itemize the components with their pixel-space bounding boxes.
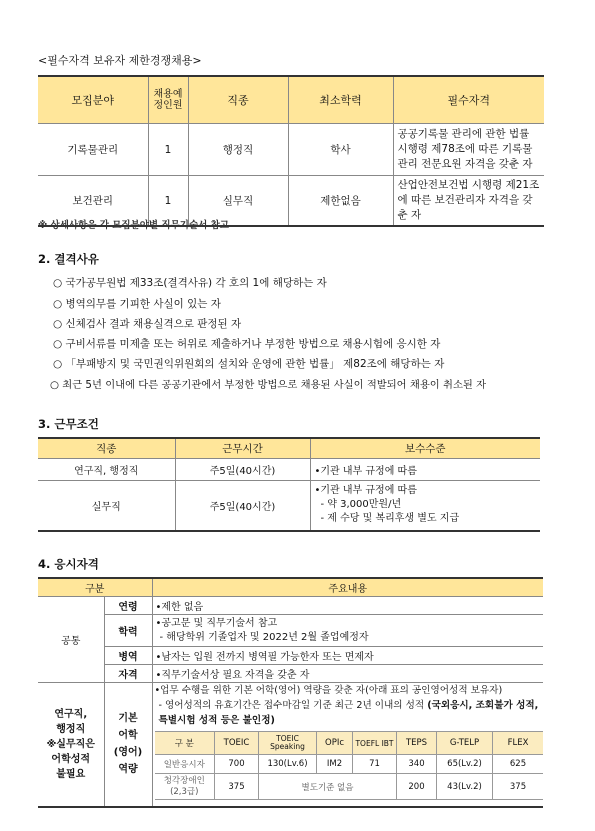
table-cell: 기록물관리: [38, 124, 148, 176]
table-cell: 주5일(40시간): [175, 459, 310, 481]
score-cell: 71: [353, 755, 397, 774]
score-cell: 별도기준 없음: [259, 774, 397, 800]
table-cell: •직무기술서상 필요 자격을 갖춘 자: [152, 665, 543, 683]
score-cell: 청각장애인 (2,3급): [155, 774, 215, 800]
score-cell: 일반응시자: [155, 755, 215, 774]
table-cell: 1: [148, 124, 188, 176]
score-cell: IM2: [317, 755, 353, 774]
list-item: ○ 병역의무를 기피한 사실이 있는 자: [53, 298, 221, 310]
score-header: FLEX: [493, 732, 544, 755]
table-cell: 학사: [288, 124, 393, 176]
table-cell: 공공기록물 관리에 관한 법률 시행령 제78조에 따른 기록물관리 전문요원 자격을 갖춘 자: [393, 124, 544, 176]
header-job-type: 직종: [188, 76, 288, 124]
score-cell: 130(Lv.6): [259, 755, 317, 774]
row-label: 학력: [104, 615, 152, 647]
table-cell: 실무직: [38, 481, 175, 531]
score-cell: 43(Lv.2): [437, 774, 493, 800]
header-headcount: 채용예정인원: [148, 76, 188, 124]
score-cell: 625: [493, 755, 544, 774]
row-label: 병역: [104, 647, 152, 665]
table-cell: 실무직: [188, 176, 288, 227]
score-header: TOEFL IBT: [353, 732, 397, 755]
table-cell: 행정직: [188, 124, 288, 176]
lang-content: •업무 수행을 위한 기본 어학(영어) 역량을 갖춘 자(아래 표의 공인영어성적 보유자) - 영어성적의 유효기간은 접수마감일 기준 최근 2년 이내의 성적 (국외응시, 조회불가 성적, 특별시험 성적 등은 불인정) 구 분 TOEIC TOEIC Speaking OPIc TOEFL IBT TEPS G-TELP FLEX 일반응시자 700 130(Lv.6) IM2 71 340 65(Lv.2) 625 청각장애인 (2,3급) 375 별도기준 없음 200 43(Lv.2) 375: [152, 683, 543, 807]
header-content: 주요내용: [152, 578, 543, 597]
row-label: 연령: [104, 597, 152, 615]
eligibility-table: [38, 577, 543, 808]
table-cell: 1: [148, 176, 188, 227]
score-cell: 375: [493, 774, 544, 800]
score-header: G-TELP: [437, 732, 493, 755]
list-item: ○ 「부패방지 및 국민권익위원회의 설치와 운영에 관한 법률」 제82조에 해당하는 자: [53, 358, 445, 370]
score-cell: 65(Lv.2): [437, 755, 493, 774]
work-conditions-table: [38, 437, 540, 532]
header-job-type: 직종: [38, 438, 175, 459]
recruitment-table: [38, 75, 544, 227]
score-header: TOEIC: [215, 732, 259, 755]
table-cell: 연구직, 행정직: [38, 459, 175, 481]
section-heading: 4. 응시자격: [38, 557, 99, 571]
section-title: <필수자격 보유자 제한경쟁채용>: [38, 54, 202, 67]
table-cell: 산업안전보건법 시행령 제21조에 따른 보건관리자 자격을 갖춘 자: [393, 176, 544, 227]
common-label: 공통: [38, 597, 104, 683]
score-cell: 700: [215, 755, 259, 774]
special-label: 연구직, 행정직 ※실무직은 어학성적 불필요: [38, 683, 104, 807]
list-item: ○ 구비서류를 미제출 또는 허위로 제출하거나 부정한 방법으로 채용시험에 응시한 자: [53, 338, 441, 350]
row-label: 자격: [104, 665, 152, 683]
table-cell: •제한 없음: [152, 597, 543, 615]
header-category: 구분: [38, 578, 152, 597]
list-item: ○ 국가공무원법 제33조(결격사유) 각 호의 1에 해당하는 자: [53, 277, 327, 289]
score-header: OPIc: [317, 732, 353, 755]
table-cell: •기관 내부 규정에 따름 - 약 3,000만원/년 - 제 수당 및 복리후생 별도 지급: [310, 481, 540, 531]
score-table: [155, 731, 544, 800]
score-header: TOEIC Speaking: [259, 732, 317, 755]
header-field: 모집분야: [38, 76, 148, 124]
table-cell: 제한없음: [288, 176, 393, 227]
section-heading: 2. 결격사유: [38, 252, 99, 266]
list-item: ○ 최근 5년 이내에 다른 공공기관에서 부정한 방법으로 채용된 사실이 적발되어 채용이 취소된 자: [50, 379, 487, 391]
table-cell: •공고문 및 직무기술서 참고 - 해당학위 기졸업자 및 2022년 2월 졸업예정자: [152, 615, 543, 647]
table-cell: 보건관리: [38, 176, 148, 227]
header-hours: 근무시간: [175, 438, 310, 459]
header-qualification: 필수자격: [393, 76, 544, 124]
list-item: ○ 신체검사 결과 채용실격으로 판정된 자: [53, 318, 242, 330]
lang-label: 기본 어학 (영어) 역량: [104, 683, 152, 807]
table-cell: •남자는 입원 전까지 병역필 가능한자 또는 면제자: [152, 647, 543, 665]
table-cell: •기관 내부 규정에 따름: [310, 459, 540, 481]
header-pay: 보수수준: [310, 438, 540, 459]
section-heading: 3. 근무조건: [38, 417, 99, 431]
note: ※ 상세사항은 각 모집분야별 직무기술서 참고: [38, 220, 229, 231]
score-cell: 200: [397, 774, 437, 800]
score-cell: 340: [397, 755, 437, 774]
score-header: 구 분: [155, 732, 215, 755]
score-cell: 375: [215, 774, 259, 800]
score-header: TEPS: [397, 732, 437, 755]
header-education: 최소학력: [288, 76, 393, 124]
table-cell: 주5일(40시간): [175, 481, 310, 531]
